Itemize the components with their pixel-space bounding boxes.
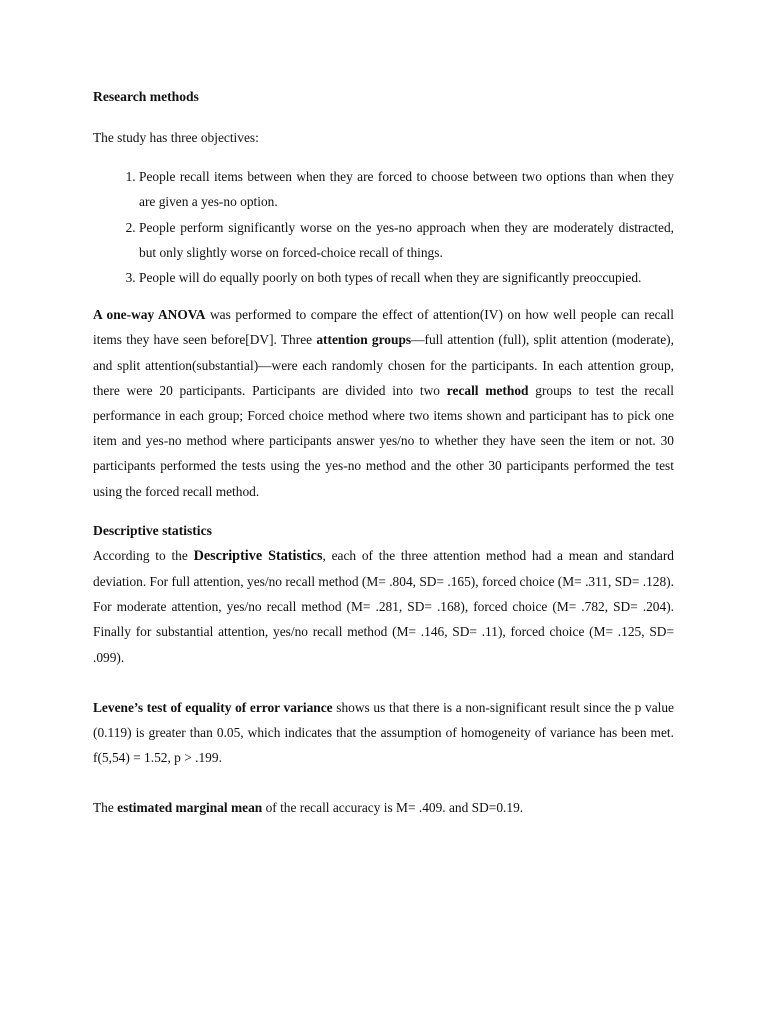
marginal-text: of the recall accuracy is M= .409. and SD=0.19. (262, 800, 524, 816)
levene-term: Levene’s test of equality of error variance (93, 699, 333, 715)
heading-research-methods: Research methods (93, 89, 199, 104)
marginal-mean-paragraph (93, 795, 674, 820)
anova-text: groups to test the recall performance in each group; Forced choice method where two items shown and participant has to pick one item and yes-no method where participants answer yes/no to whether they have seen the item or not. 30 participants performed the tests using the yes-no method and the other 30 participants performed the test using the forced recall method. (93, 382, 674, 499)
descriptive-text: According to the (93, 547, 194, 563)
heading-descriptive-statistics: Descriptive statistics (93, 522, 212, 538)
attention-groups-term: attention groups (316, 332, 412, 348)
objective-item: 1. People recall items between when they are forced to choose between two options than when they are given a yes-no option. (139, 164, 674, 214)
anova-paragraph (93, 302, 674, 504)
anova-term: A one-way ANOVA (93, 307, 206, 323)
objective-item: 3. People will do equally poorly on both types of recall when they are significantly preoccupied. (139, 265, 674, 290)
marginal-text: The (93, 800, 118, 816)
anova-text: —full attention (full), split attention (moderate), and split attention(substantial)—were each randomly chosen for the participants. In each attention group, there were 20 participants. Participants are divided into two (93, 332, 674, 398)
recall-method-term: recall method (446, 382, 529, 398)
objectives-list (93, 164, 674, 290)
objectives-intro: The study has three objectives: (93, 130, 259, 145)
descriptive-statistics-term: Descriptive Statistics (193, 547, 323, 564)
objective-item: 2. People perform significantly worse on the yes-no approach when they are moderately distracted, but only slightly worse on forced-choice recall of things. (139, 215, 674, 265)
descriptive-paragraph (93, 543, 674, 670)
descriptive-text: , each of the three attention method had a mean and standard deviation. For full attention, yes/no recall method (M= .804, SD= .165), forced choice (M= .311, SD= .128). For moderate attention, yes/no recall method (M= .281, SD= .168), forced choice (M= .782, SD= .204). Finally for substantial attention, yes/no recall method (M= .146, SD= .11), forced choice (M= .125, SD= .099). (93, 547, 674, 665)
levene-text: shows us that there is a non-significant result since the p value (0.119) is greater than 0.05, which indicates that the assumption of homogeneity of variance has been met. f(5,54) = 1.52, p > .199. (93, 699, 674, 766)
anova-text: was performed to compare the effect of attention(IV) on how well people can recall items they have seen before[DV]. Three (93, 307, 674, 348)
levene-paragraph (93, 695, 674, 771)
estimated-marginal-mean-term: estimated marginal mean (117, 800, 263, 816)
